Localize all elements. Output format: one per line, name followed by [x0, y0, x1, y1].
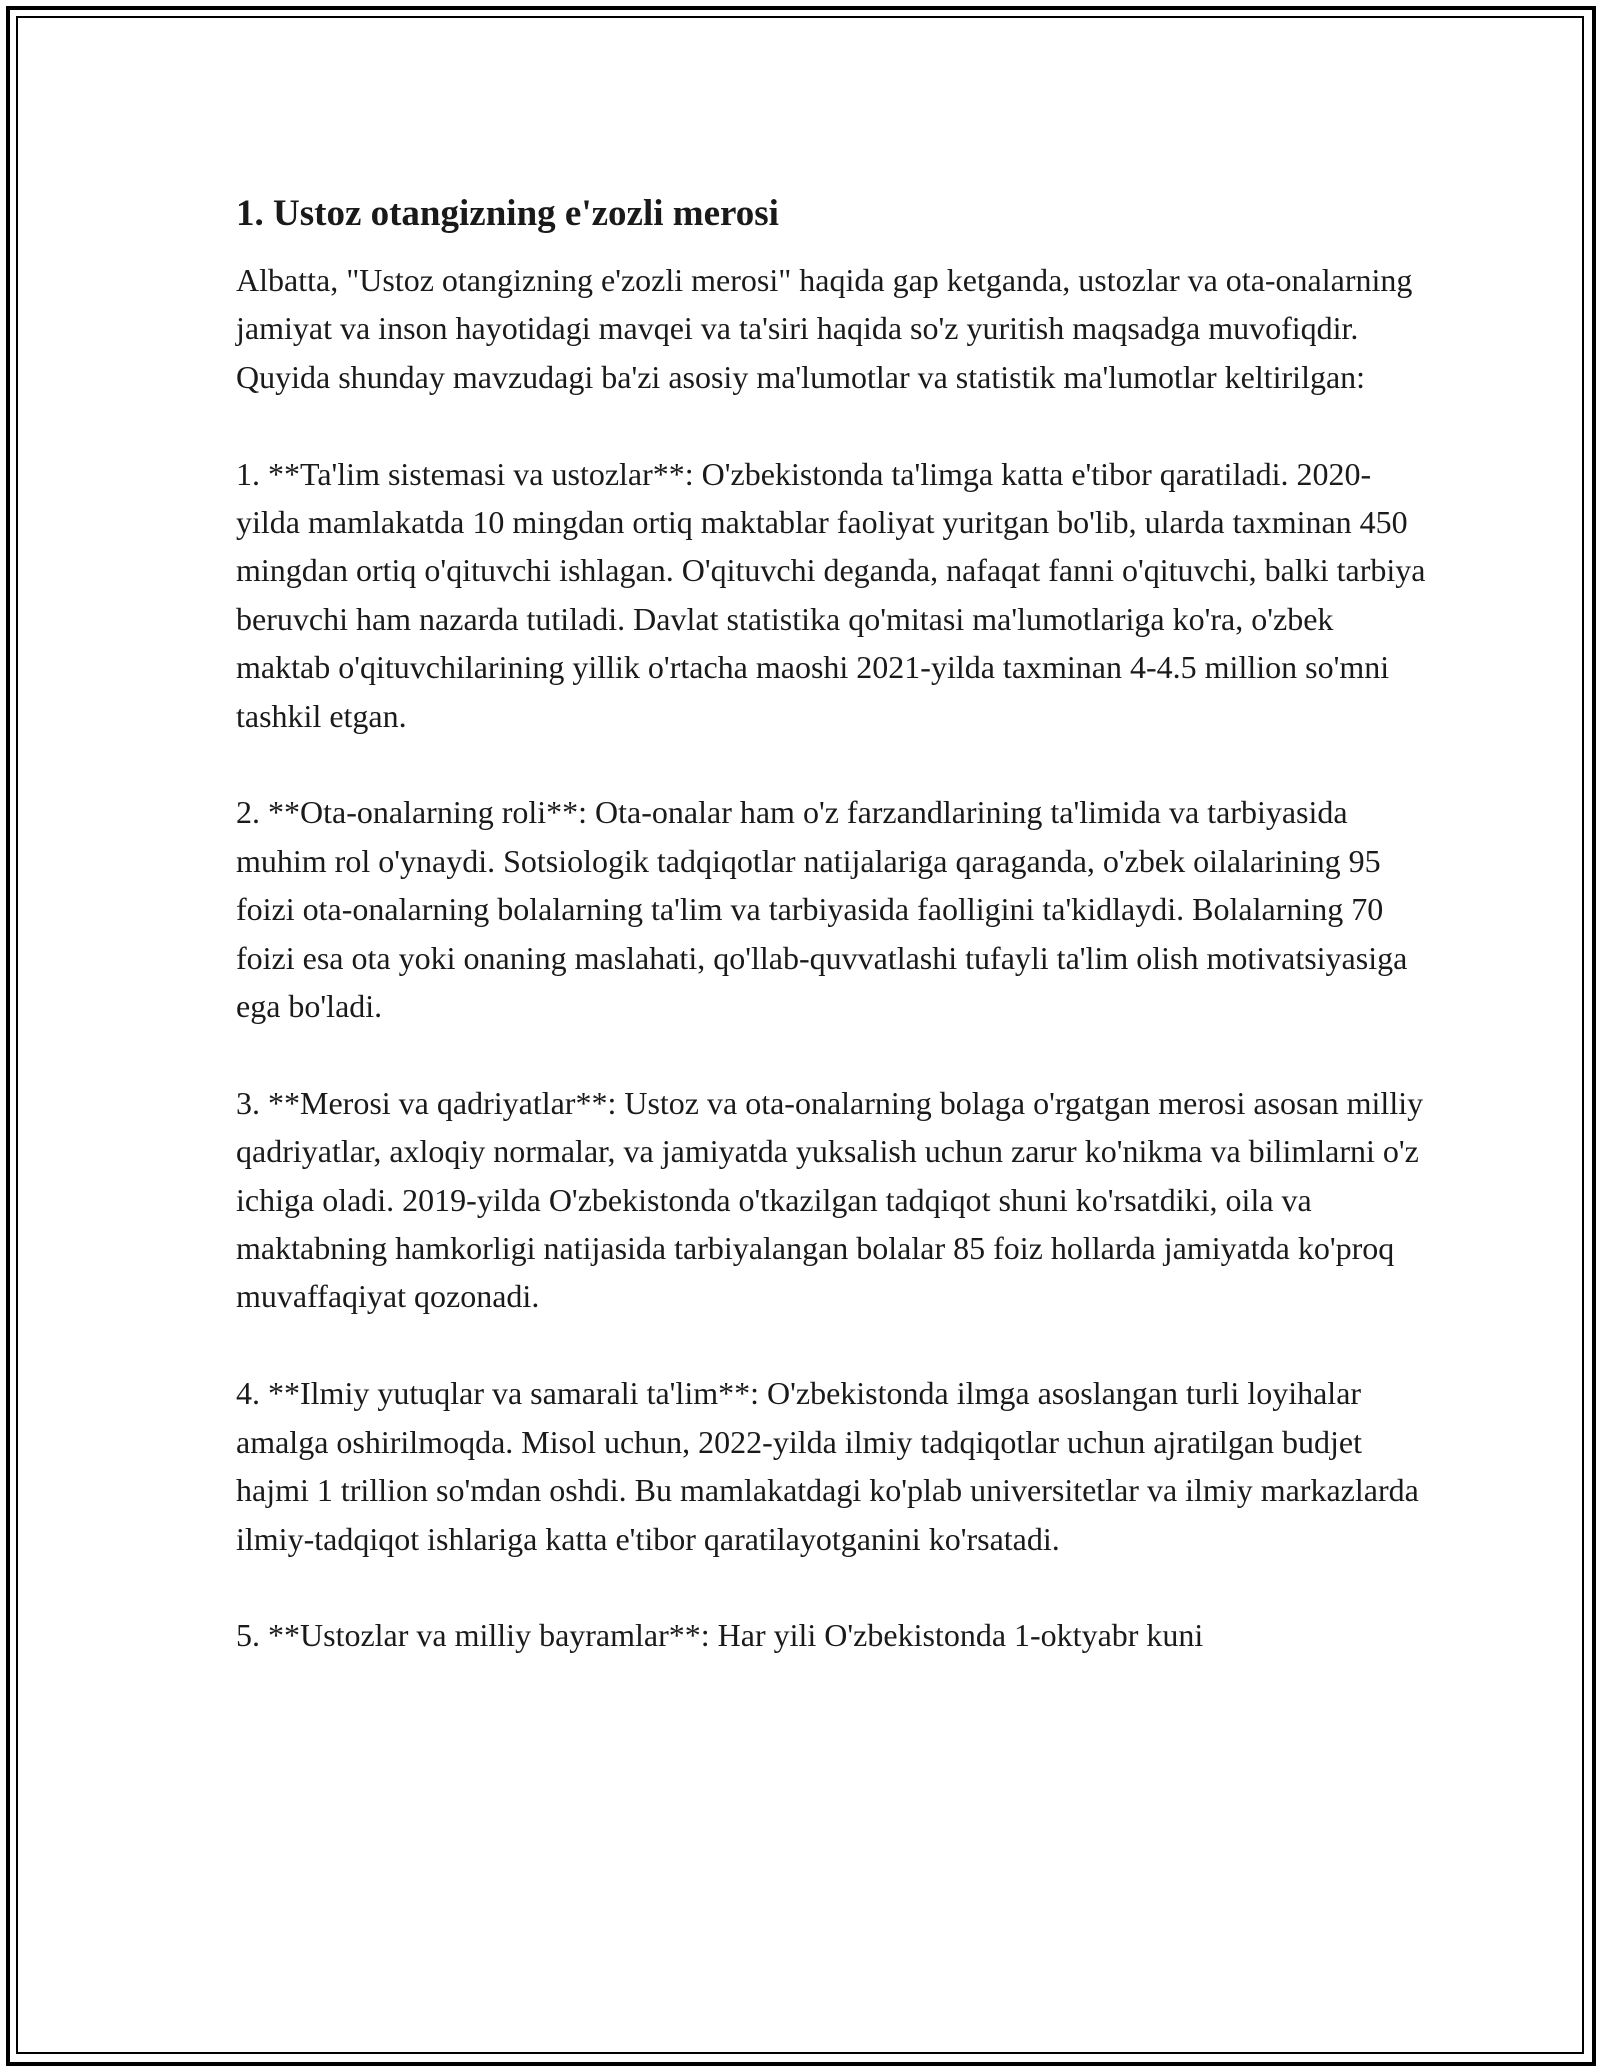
- paragraph-parents-role: 2. **Ota-onalarning roli**: Ota-onalar ham o'z farzandlarining ta'limida va tarbiyasida muhim rol o'ynaydi. Sotsiologik tadqiqotlar natijalariga qaraganda, o'zbek oilalarining 95 foizi ota-onalarning bolalarning ta'lim va tarbiyasida faolligini ta'kidlaydi. Bolalarning 70 foizi esa ota yoki onaning maslahati, qo'llab-quvvatlashi tufayli ta'lim olish motivatsiyasiga ega bo'ladi.: [236, 794, 1408, 1025]
- intro-paragraph: Albatta, "Ustoz otangizning e'zozli merosi" haqida gap ketganda, ustozlar va ota-onalarning jamiyat va inson hayotidagi mavqei va ta'siri haqida so'z yuritish maqsadga muvofiqdir. Quyida shunday mavzudagi ba'zi asosiy ma'lumotlar va statistik ma'lumotlar keltirilgan:: [236, 262, 1413, 395]
- paragraph-national-holidays: 5. **Ustozlar va milliy bayramlar**: Har yili O'zbekistonda 1-oktyabr kuni: [236, 1617, 1204, 1654]
- document-title: 1. Ustoz otangizning e'zozli merosi: [236, 193, 779, 234]
- document-body: [236, 186, 1426, 1708]
- paragraph-heritage-values: 3. **Merosi va qadriyatlar**: Ustoz va ota-onalarning bolaga o'rgatgan merosi asosan milliy qadriyatlar, axloqiy normalar, va jamiyatda yuksalish uchun zarur ko'nikma va bilimlarni o'z ichiga oladi. 2019-yilda O'zbekistonda o'tkazilgan tadqiqot shuni ko'rsatdiki, oila va maktabning hamkorligi natijasida tarbiyalangan bolalar 85 foiz hollarda jamiyatda ko'proq muvaffaqiyat qozonadi.: [236, 1084, 1424, 1315]
- paragraph-education-system: 1. **Ta'lim sistemasi va ustozlar**: O'zbekistonda ta'limga katta e'tibor qaratiladi. 2020-yilda mamlakatda 10 mingdan ortiq maktablar faoliyat yuritgan bo'lib, ularda taxminan 450 mingdan ortiq o'qituvchi ishlagan. O'qituvchi deganda, nafaqat fanni o'qituvchi, balki tarbiya beruvchi ham nazarda tutiladi. Davlat statistika qo'mitasi ma'lumotlariga ko'ra, o'zbek maktab o'qituvchilarining yillik o'rtacha maoshi 2021-yilda taxminan 4-4.5 million so'mni tashkil etgan.: [236, 455, 1426, 734]
- paragraph-scientific-achievements: 4. **Ilmiy yutuqlar va samarali ta'lim**: O'zbekistonda ilmga asoslangan turli loyihalar amalga oshirilmoqda. Misol uchun, 2022-yilda ilmiy tadqiqotlar uchun ajratilgan budjet hajmi 1 trillion so'mdan oshdi. Bu mamlakatdagi ko'plab universitetlar va ilmiy markazlarda ilmiy-tadqiqot ishlariga katta e'tibor qaratilayotganini ko'rsatadi.: [236, 1375, 1419, 1557]
